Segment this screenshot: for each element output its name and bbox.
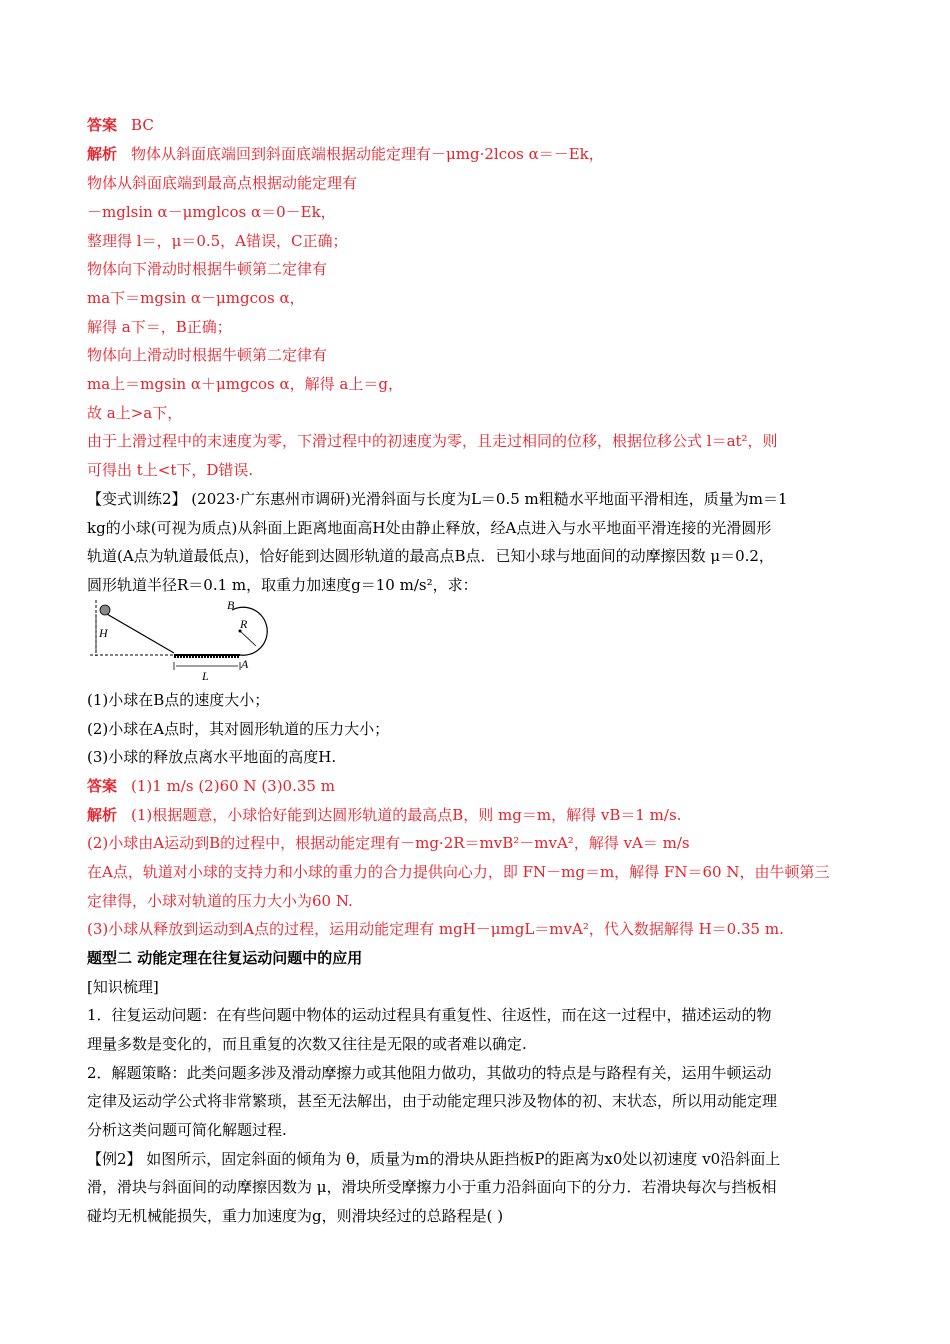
answer-text: BC — [131, 116, 154, 134]
loop-track — [232, 607, 267, 655]
body-line: 1．往复运动问题：在有些问题中物体的运动过程具有重复性、往返性，而在这一过程中，描述运动的物 — [87, 1006, 772, 1024]
slope-line — [100, 610, 174, 653]
answer-tag: 答案 — [87, 116, 118, 134]
question-line: (2)小球在A点时，其对圆形轨道的压力大小； — [87, 720, 390, 738]
analysis-line: 物体向上滑动时根据牛顿第二定律有 — [87, 346, 328, 364]
label-A: A — [241, 657, 249, 671]
analysis-line: －mglsin α－μmglcos α＝0－Ek， — [87, 203, 336, 221]
label-B: B — [227, 600, 235, 612]
section-heading: 题型二 动能定理在往复运动问题中的应用 — [87, 949, 363, 967]
analysis-tag: 解析 — [87, 806, 118, 824]
example-line: 滑，滑块与斜面间的动摩擦因数为 μ，滑块所受摩擦力小于重力沿斜面向下的分力．若滑块每次与挡板相 — [87, 1178, 777, 1196]
answer-line — [87, 776, 335, 796]
label-R: R — [240, 617, 248, 631]
analysis-line: 由于上滑过程中的末速度为零，下滑过程中的初速度为零，且走过相同的位移，根据位移公式 l＝at²，则 — [87, 432, 778, 450]
analysis-line: ma上＝mgsin α＋μmgcos α，解得 a上＝g， — [87, 375, 403, 393]
body-line: 理量多数是变化的，而且重复的次数又往往是无限的或者难以确定. — [87, 1035, 527, 1053]
label-H: H — [99, 626, 108, 640]
analysis-line: 定律得，小球对轨道的压力大小为60 N. — [87, 892, 353, 910]
example-line: 【例2】 如图所示，固定斜面的倾角为 θ，质量为m的滑块从距挡板P的距离为x0处以初速度 v0沿斜面上 — [87, 1150, 781, 1168]
analysis-line: ma下＝mgsin α－μmgcos α， — [87, 289, 305, 307]
exercise-line: kg的小球(可视为质点)从斜面上距离地面高H处由静止释放，经A点进入与水平地面平滑连接的光滑圆形 — [87, 519, 772, 537]
question-line: (1)小球在B点的速度大小； — [87, 691, 270, 709]
analysis-line: 可得出 t上<t下，D错误. — [87, 461, 254, 479]
analysis-text: (1)根据题意，小球恰好能到达圆形轨道的最高点B，则 mg＝m，解得 vB＝1 m/s. — [131, 806, 682, 824]
label-L: L — [202, 669, 209, 682]
analysis-line: 解得 a下＝，B正确； — [87, 318, 232, 336]
ball — [100, 605, 110, 615]
body-line: 分析这类问题可简化解题过程. — [87, 1121, 287, 1139]
analysis-line: 物体从斜面底端到最高点根据动能定理有 — [87, 174, 358, 192]
analysis-line: 在A点，轨道对小球的支持力和小球的重力的合力提供向心力，即 FN－mg＝m，解得 FN＝60 N，由牛顿第三 — [87, 863, 830, 881]
body-line: 2．解题策略：此类问题多涉及滑动摩擦力或其他阻力做功，其做功的特点是与路程有关，运用牛顿运动 — [87, 1064, 772, 1082]
analysis-line: 物体向下滑动时根据牛顿第二定律有 — [87, 260, 328, 278]
knowledge-heading: [知识梳理] — [87, 978, 159, 996]
answer-text: (1)1 m/s (2)60 N (3)0.35 m — [131, 777, 335, 795]
analysis-line: (3)小球从释放到运动到A点的过程，运用动能定理有 mgH－μmgL＝mvA²，代入数据解得 H＝0.35 m. — [87, 920, 784, 938]
analysis-text: 物体从斜面底端回到斜面底端根据动能定理有－μmg·2lcos α＝－Ek， — [131, 145, 604, 163]
analysis-line: 故 a上>a下， — [87, 404, 183, 422]
radius-line — [240, 631, 256, 646]
analysis-line — [87, 805, 681, 825]
body-line: 定律及运动学公式将非常繁琐，甚至无法解出，由于动能定理只涉及物体的初、末状态，所以用动能定理 — [87, 1092, 778, 1110]
exercise-line: 轨道(A点为轨道最低点)，恰好能到达圆形轨道的最高点B点．已知小球与地面间的动摩擦因数 μ＝0.2， — [87, 547, 774, 565]
question-line: (3)小球的释放点离水平地面的高度H. — [87, 748, 337, 766]
slope-loop-figure — [90, 600, 280, 682]
exercise-line: 【变式训练2】 (2023·广东惠州市调研)光滑斜面与长度为L＝0.5 m粗糙水平地面平滑相连，质量为m＝1 — [87, 490, 788, 508]
example-line: 碰均无机械能损失，重力加速度为g，则滑块经过的总路程是( ) — [87, 1207, 504, 1225]
analysis-line: (2)小球由A运动到B的过程中，根据动能定理有－mg·2R＝mvB²－mvA²，解得 vA＝ m/s — [87, 834, 690, 852]
answer-tag: 答案 — [87, 777, 118, 795]
exercise-line: 圆形轨道半径R＝0.1 m，取重力加速度g＝10 m/s²，求： — [87, 576, 478, 594]
analysis-line: 整理得 l＝，μ＝0.5，A错误，C正确； — [87, 232, 348, 250]
analysis-line — [87, 144, 604, 164]
analysis-tag: 解析 — [87, 145, 118, 163]
answer-line — [87, 115, 154, 135]
